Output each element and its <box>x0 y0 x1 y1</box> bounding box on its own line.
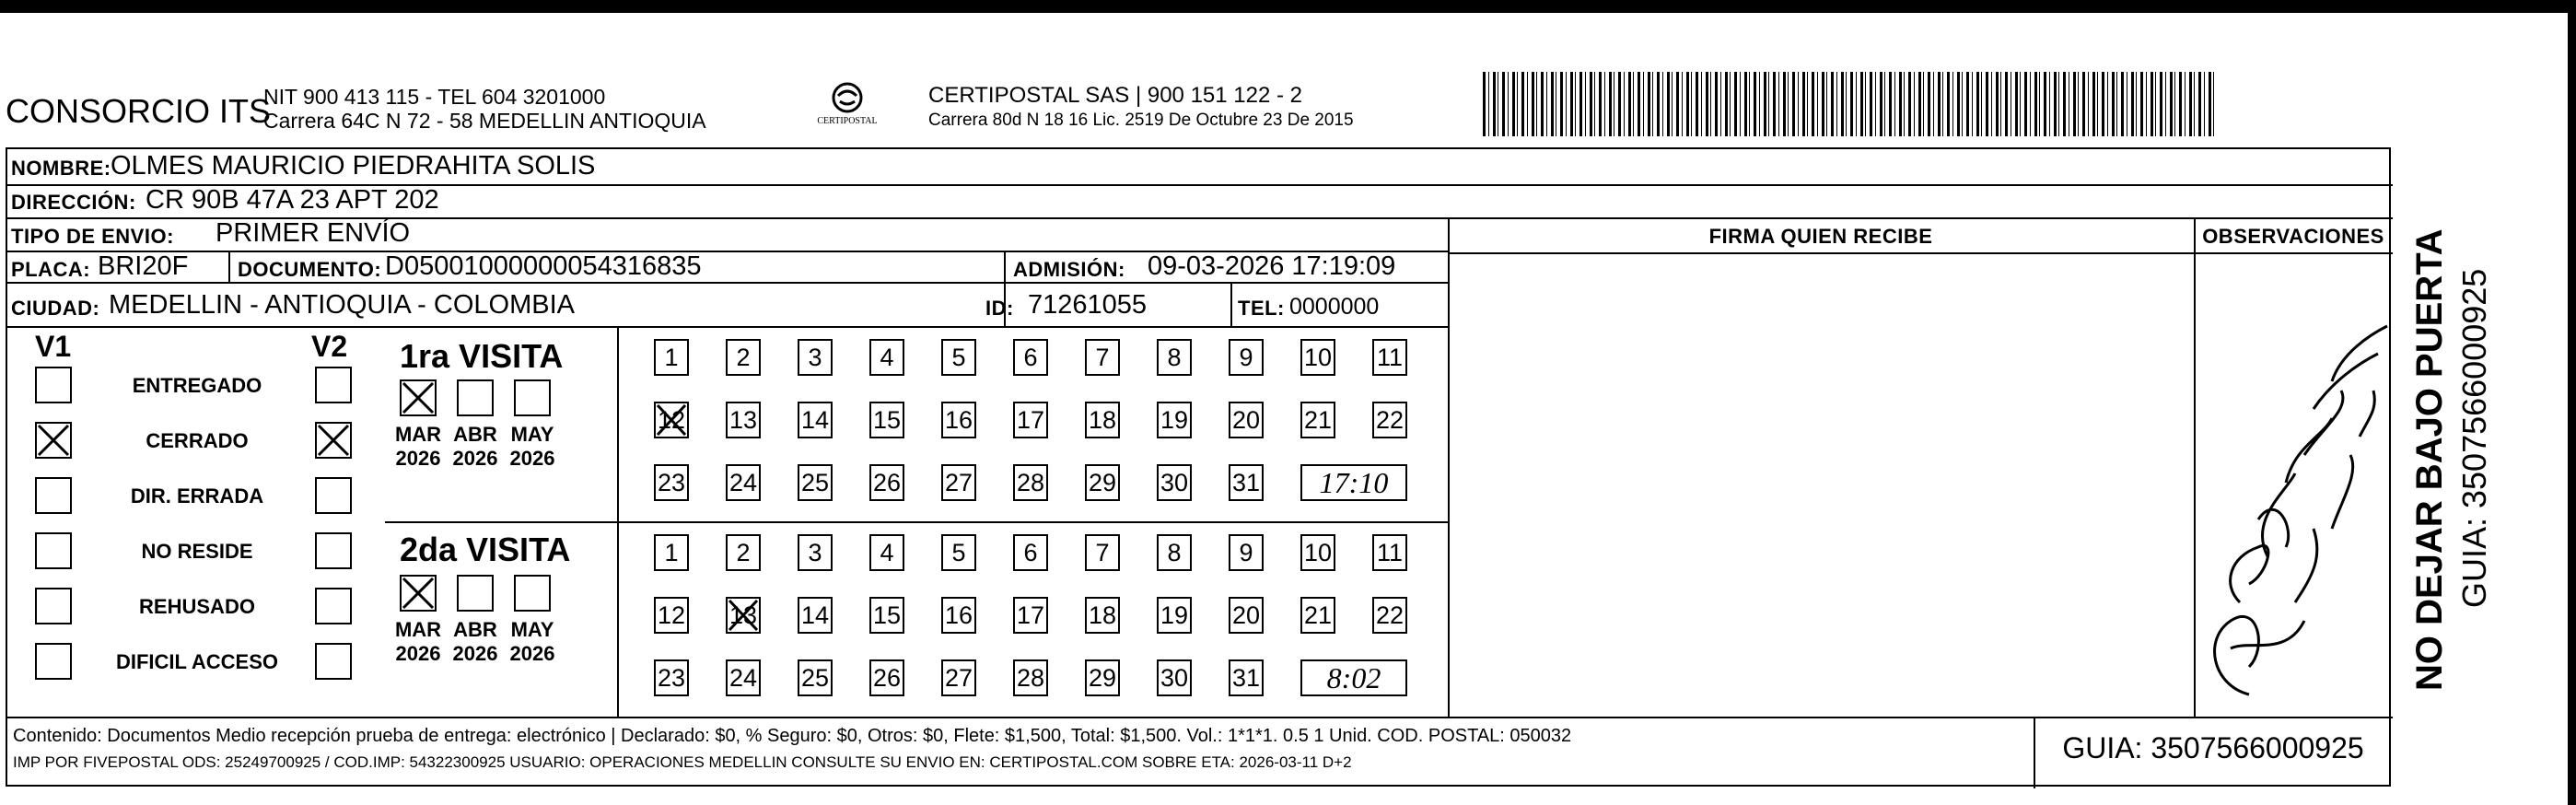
documento-value: D05001000000054316835 <box>385 251 702 281</box>
visit1-title: 1ra VISITA <box>400 337 564 375</box>
visit1-day-number: 17 <box>1016 406 1045 434</box>
visit2-day-box[interactable] <box>1157 534 1192 571</box>
visit1-day-box[interactable] <box>869 402 904 438</box>
footer-impresion: IMP POR FIVEPOSTAL ODS: 25249700925 / COD.IMP: 54322300925 USUARIO: OPERACIONES MEDELLIN CONSULTE SU ENVIO EN: CERTIPOSTAL.COM SOBRE ETA: 2026-03-11 D+2 <box>13 753 1352 771</box>
visit2-day-box[interactable] <box>1085 597 1120 634</box>
visit2-day-number: 1 <box>664 539 679 566</box>
visit2-day-number: 10 <box>1303 539 1333 566</box>
visit1-month-name: ABR <box>453 423 497 446</box>
visit1-day-number: 28 <box>1016 469 1045 496</box>
status-label: REHUSADO <box>139 595 255 618</box>
tipo-envio-value: PRIMER ENVÍO <box>216 218 411 248</box>
visit1-day-box[interactable] <box>1013 402 1048 438</box>
visit2-day-box[interactable] <box>726 659 761 696</box>
documento-label: DOCUMENTO: <box>238 258 382 281</box>
visit2-day-box[interactable] <box>1013 659 1048 696</box>
visit2-day-box[interactable] <box>798 597 833 634</box>
visit2-day-box[interactable] <box>1229 659 1264 696</box>
visit2-month-checkbox[interactable] <box>457 575 494 612</box>
visit1-day-box[interactable] <box>654 464 689 501</box>
visit2-day-number: 14 <box>800 601 830 629</box>
visit1-month-checkbox[interactable] <box>514 379 551 416</box>
nit-line: NIT 900 413 115 - TEL 604 3201000 <box>263 85 606 109</box>
v1-label: V1 <box>35 330 72 363</box>
visit2-day-number: 22 <box>1375 601 1405 629</box>
v2-checkbox[interactable] <box>315 367 352 403</box>
placa-label: PLACA: <box>11 258 91 281</box>
v1-checkbox[interactable] <box>35 422 72 459</box>
handwritten-observation-signature <box>2194 252 2393 717</box>
visit1-day-box[interactable] <box>1157 402 1192 438</box>
visit2-day-number: 26 <box>872 664 902 692</box>
visit1-day-box[interactable] <box>1085 464 1120 501</box>
visit2-day-box[interactable] <box>1300 534 1335 571</box>
id-label: ID: <box>985 297 1014 320</box>
visit2-month-checkbox[interactable] <box>400 575 437 612</box>
visit2-day-cross-mark <box>728 599 759 632</box>
visit1-day-box[interactable] <box>1085 402 1120 438</box>
v2-label: V2 <box>311 330 348 363</box>
delivery-form <box>6 147 2391 787</box>
ciudad-value: MEDELLIN - ANTIOQUIA - COLOMBIA <box>109 290 575 320</box>
visit2-day-box[interactable] <box>1300 597 1335 634</box>
visit2-day-number: 30 <box>1160 664 1189 692</box>
visit1-day-number: 23 <box>657 469 686 496</box>
firma-header: FIRMA QUIEN RECIBE <box>1708 225 1933 248</box>
visit1-month-check-mark <box>402 381 435 414</box>
placa-value: BRI20F <box>98 251 189 281</box>
visit1-day-number: 22 <box>1375 406 1405 434</box>
visit1-month-name: MAR <box>394 423 442 446</box>
visit2-day-number: 9 <box>1239 539 1253 566</box>
visit2-handwritten-time: 8:02 <box>1300 659 1407 696</box>
visit2-day-box[interactable] <box>869 597 904 634</box>
visit1-day-box[interactable] <box>941 339 976 376</box>
visit1-day-number: 13 <box>729 406 758 434</box>
visit2-day-number: 24 <box>729 664 758 692</box>
visit2-day-number: 13 <box>729 601 758 629</box>
top-edge-bar <box>0 0 2576 13</box>
visit1-day-number: 9 <box>1239 344 1253 371</box>
id-value: 71261055 <box>1028 290 1148 320</box>
visit2-day-box[interactable] <box>1085 659 1120 696</box>
visit2-day-box[interactable] <box>1229 534 1264 571</box>
visit2-month-name: ABR <box>453 618 497 641</box>
visit2-day-number: 2 <box>736 539 751 566</box>
visit2-day-box[interactable] <box>798 534 833 571</box>
visit1-day-number: 26 <box>872 469 902 496</box>
nombre-value: OLMES MAURICIO PIEDRAHITA SOLIS <box>111 151 596 181</box>
visit1-day-box[interactable] <box>1372 339 1407 376</box>
visit1-month-checkbox[interactable] <box>400 379 437 416</box>
visit2-day-number: 28 <box>1016 664 1045 692</box>
v2-checkbox[interactable] <box>315 422 352 459</box>
visit1-day-number: 27 <box>944 469 973 496</box>
visit2-month-name: MAY <box>510 618 554 641</box>
visit2-day-box[interactable] <box>1013 534 1048 571</box>
visit2-month-year: 2026 <box>395 642 441 665</box>
visit1-day-box[interactable] <box>726 339 761 376</box>
admision-value: 09-03-2026 17:19:09 <box>1148 251 1396 281</box>
visit1-day-box[interactable] <box>1229 339 1264 376</box>
v1-checkbox[interactable] <box>35 477 72 514</box>
v2-checkbox[interactable] <box>315 532 352 569</box>
visit2-day-number: 11 <box>1376 539 1404 566</box>
visit1-day-box[interactable] <box>726 464 761 501</box>
visit2-day-number: 5 <box>951 539 966 566</box>
visit2-day-box[interactable] <box>726 534 761 571</box>
status-label: DIR. ERRADA <box>130 484 264 508</box>
v1-checkbox[interactable] <box>35 367 72 403</box>
footer-contenido: Contenido: Documentos Medio recepción prueba de entrega: electrónico | Declarado: $0, % Seguro: $0, Otros: $0, Flete: $1,500, Total: $1,500. Vol.: 1*1*1. 0.5 1 Unid. COD. POSTAL: 050032 <box>13 726 1572 746</box>
v2-check-mark <box>317 424 350 457</box>
visit2-day-number: 29 <box>1088 664 1117 692</box>
visit1-day-number: 10 <box>1303 344 1333 371</box>
v1-checkbox[interactable] <box>35 532 72 569</box>
visit1-day-number: 14 <box>800 406 830 434</box>
tipo-envio-label: TIPO DE ENVIO: <box>11 225 174 248</box>
logo-text: CERTIPOSTAL <box>817 116 878 126</box>
visit2-day-number: 21 <box>1303 601 1333 629</box>
visit1-day-number: 6 <box>1023 344 1038 371</box>
visit2-day-number: 8 <box>1167 539 1182 566</box>
visit1-day-number: 18 <box>1088 406 1117 434</box>
visit1-day-box[interactable] <box>1300 339 1335 376</box>
visit1-month-year: 2026 <box>395 447 441 470</box>
visit2-day-number: 3 <box>808 539 822 566</box>
status-label: DIFICIL ACCESO <box>115 650 278 673</box>
visit1-day-number: 29 <box>1088 469 1117 496</box>
status-label: CERRADO <box>146 429 249 452</box>
visit1-month-year: 2026 <box>452 447 498 470</box>
visit1-month-checkbox[interactable] <box>457 379 494 416</box>
visit2-day-number: 15 <box>872 601 902 629</box>
visit1-day-box[interactable] <box>1157 464 1192 501</box>
visit2-day-box[interactable] <box>654 659 689 696</box>
visit2-month-year: 2026 <box>509 642 555 665</box>
visit2-title: 2da VISITA <box>400 531 571 568</box>
visit1-day-number: 16 <box>944 406 973 434</box>
visit2-day-number: 6 <box>1023 539 1038 566</box>
visit2-day-number: 4 <box>880 539 894 566</box>
visit1-day-number: 8 <box>1167 344 1182 371</box>
admision-label: ADMISIÓN: <box>1013 258 1125 281</box>
visit1-day-box[interactable] <box>798 464 833 501</box>
visit1-day-box[interactable] <box>869 339 904 376</box>
visit2-day-box[interactable] <box>941 534 976 571</box>
visit1-day-number: 5 <box>951 344 966 371</box>
v1-check-mark <box>37 424 70 457</box>
visit1-day-box[interactable] <box>1229 402 1264 438</box>
visit1-day-box[interactable] <box>1372 402 1407 438</box>
visit1-day-box[interactable] <box>1300 402 1335 438</box>
right-edge-bar <box>2568 0 2576 805</box>
visit2-day-number: 18 <box>1088 601 1117 629</box>
direccion-value: CR 90B 47A 23 APT 202 <box>146 185 439 215</box>
v1-checkbox[interactable] <box>35 643 72 680</box>
visit2-day-number: 17 <box>1016 601 1045 629</box>
visit2-day-box[interactable] <box>869 534 904 571</box>
visit1-day-box[interactable] <box>654 402 689 438</box>
visit2-day-number: 27 <box>944 664 973 692</box>
visit2-day-box[interactable] <box>654 597 689 634</box>
visit2-day-number: 19 <box>1160 601 1189 629</box>
visit2-month-name: MAR <box>394 618 442 641</box>
observaciones-header: OBSERVACIONES <box>2202 225 2384 248</box>
v1-checkbox[interactable] <box>35 588 72 624</box>
company-address: Carrera 64C N 72 - 58 MEDELLIN ANTIOQUIA <box>263 109 706 133</box>
visit2-month-year: 2026 <box>452 642 498 665</box>
visit1-day-cross-mark <box>656 403 687 437</box>
tel-label: TEL: <box>1238 297 1285 320</box>
visit1-day-box[interactable] <box>654 339 689 376</box>
certipostal-name: CERTIPOSTAL SAS | 900 151 122 - 2 <box>928 83 1302 108</box>
visit2-month-check-mark <box>402 577 435 610</box>
visit1-day-number: 12 <box>657 406 686 434</box>
visit1-day-number: 31 <box>1231 469 1261 496</box>
visit1-day-number: 11 <box>1376 344 1404 371</box>
visit1-day-number: 7 <box>1095 344 1110 371</box>
v2-checkbox[interactable] <box>315 588 352 624</box>
visit1-day-number: 1 <box>664 344 679 371</box>
v2-checkbox[interactable] <box>315 477 352 514</box>
visit1-day-number: 3 <box>808 344 822 371</box>
status-label: NO RESIDE <box>141 540 253 563</box>
visit2-day-box[interactable] <box>654 534 689 571</box>
visit2-day-box[interactable] <box>1372 597 1407 634</box>
visit2-day-number: 25 <box>800 664 830 692</box>
visit2-day-number: 20 <box>1231 601 1261 629</box>
side-guia: GUIA: 3507566000925 <box>2455 268 2493 608</box>
no-dejar-bajo-puerta: NO DEJAR BAJO PUERTA <box>2409 228 2450 691</box>
visit1-day-box[interactable] <box>1085 339 1120 376</box>
visit2-day-box[interactable] <box>1372 534 1407 571</box>
visit1-day-box[interactable] <box>869 464 904 501</box>
visit1-day-box[interactable] <box>798 402 833 438</box>
certipostal-logo <box>810 79 884 136</box>
visit2-day-number: 16 <box>944 601 973 629</box>
visit1-day-box[interactable] <box>726 402 761 438</box>
visit1-day-box[interactable] <box>1229 464 1264 501</box>
visit2-day-box[interactable] <box>1085 534 1120 571</box>
visit2-month-checkbox[interactable] <box>514 575 551 612</box>
visit1-month-name: MAY <box>510 423 554 446</box>
visit1-day-box[interactable] <box>798 339 833 376</box>
barcode <box>1483 72 2215 136</box>
visit1-day-box[interactable] <box>941 464 976 501</box>
v2-checkbox[interactable] <box>315 643 352 680</box>
visit2-day-box[interactable] <box>869 659 904 696</box>
visit1-day-number: 2 <box>736 344 751 371</box>
visit2-day-number: 31 <box>1231 664 1261 692</box>
visit1-day-number: 20 <box>1231 406 1261 434</box>
certipostal-logo-icon <box>810 79 884 136</box>
company-name: CONSORCIO ITS <box>6 92 272 130</box>
visit2-day-number: 12 <box>657 601 686 629</box>
direccion-label: DIRECCIÓN: <box>11 191 136 214</box>
visit2-day-box[interactable] <box>1229 597 1264 634</box>
visit2-day-number: 23 <box>657 664 686 692</box>
visit1-day-number: 24 <box>729 469 758 496</box>
visit2-day-box[interactable] <box>726 597 761 634</box>
visit1-day-box[interactable] <box>941 402 976 438</box>
visit1-day-box[interactable] <box>1157 339 1192 376</box>
visit1-day-box[interactable] <box>1013 339 1048 376</box>
footer-guia: GUIA: 3507566000925 <box>2062 731 2364 764</box>
tel-value: 0000000 <box>1289 294 1380 320</box>
visit2-day-box[interactable] <box>1157 597 1192 634</box>
visit1-day-box[interactable] <box>1013 464 1048 501</box>
visit1-day-number: 15 <box>872 406 902 434</box>
visit1-day-number: 21 <box>1303 406 1333 434</box>
visit1-day-number: 19 <box>1160 406 1189 434</box>
visit2-day-box[interactable] <box>1157 659 1192 696</box>
visit2-day-number: 7 <box>1095 539 1110 566</box>
visit2-day-box[interactable] <box>1013 597 1048 634</box>
visit2-day-box[interactable] <box>798 659 833 696</box>
nombre-label: NOMBRE: <box>11 157 111 180</box>
visit1-day-number: 25 <box>800 469 830 496</box>
visit1-day-number: 30 <box>1160 469 1189 496</box>
visit2-day-box[interactable] <box>941 659 976 696</box>
certipostal-address: Carrera 80d N 18 16 Lic. 2519 De Octubre 23 De 2015 <box>928 111 1354 130</box>
visit2-day-box[interactable] <box>941 597 976 634</box>
status-label: ENTREGADO <box>132 374 262 397</box>
visit1-handwritten-time: 17:10 <box>1300 464 1407 501</box>
visit1-month-year: 2026 <box>509 447 555 470</box>
ciudad-label: CIUDAD: <box>11 297 100 320</box>
visit1-day-number: 4 <box>880 344 894 371</box>
